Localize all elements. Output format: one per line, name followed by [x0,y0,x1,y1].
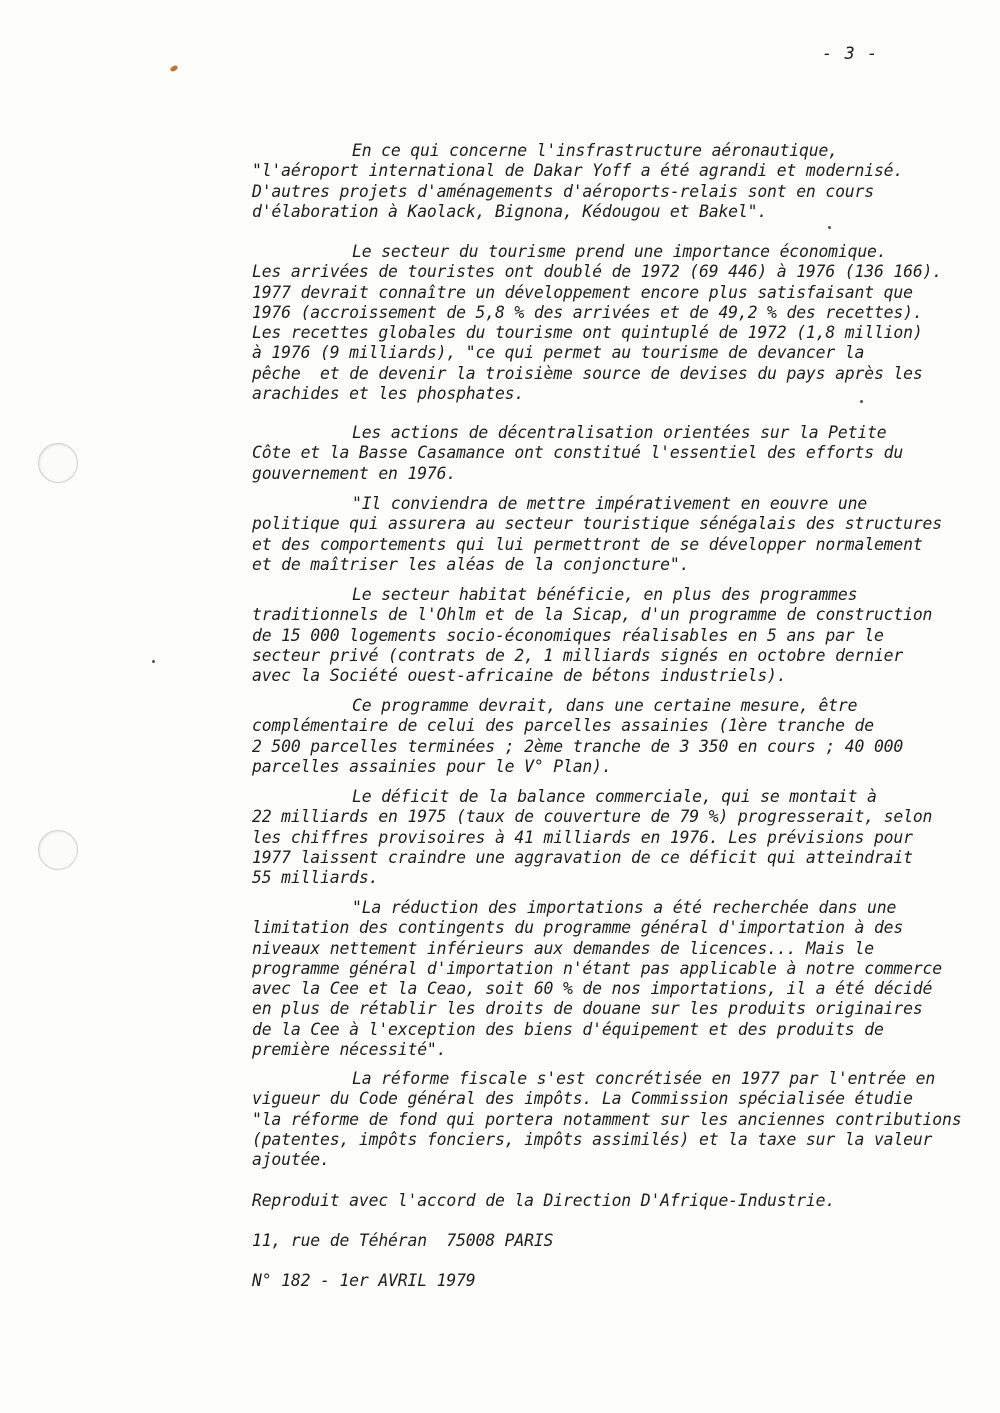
text-line: En ce qui concerne l'insfrastructure aéronautique, [352,141,838,160]
stain-mark [169,64,178,72]
text-line: première nécessité". [252,1040,447,1060]
issue-line: N° 182 - 1er AVRIL 1979 [252,1271,476,1290]
text-line: Ce programme devrait, dans une certaine mesure, être [352,696,858,715]
text-line: 55 milliards. [252,868,379,888]
text-line: d'élaboration à Kaolack, Bignona, Kédougou et Bakel". [252,201,768,221]
paragraph-habitat [252,585,992,686]
text-line: avec la Société ouest-africaine de bétons industriels). [252,666,787,686]
text-line: D'autres projets d'aménagements d'aéroports-relais sont en cours [252,181,874,201]
paragraph-programme [252,696,992,777]
text-line: gouvernement en 1976. [252,463,457,483]
text-line: pêche et de devenir la troisième source de devises du pays après les [252,363,923,383]
text-line: 2 500 parcelles terminées ; 2ème tranche de 3 350 en cours ; 40 000 [252,736,904,756]
text-line: niveaux nettement inférieurs aux demandes de licences... Mais le [252,938,874,958]
paragraph-importations [252,898,992,1060]
text-line: 1976 (accroissement de 5,8 % des arrivées et de 49,2 % des recettes). [252,302,923,322]
text-line: 1977 devrait connaître un développement encore plus satisfaisant que [252,282,913,302]
text-line: de la Cee à l'exception des biens d'équipement et des produits de [252,1019,884,1039]
text-line: secteur privé (contrats de 2, 1 milliards signés en octobre dernier [252,645,904,665]
text-line: à 1976 (9 milliards), "ce qui permet au tourisme de devancer la [252,343,865,363]
address-line: 11, rue de Téhéran 75008 PARIS [252,1231,554,1250]
text-line: 1977 laissent craindre une aggravation de ce déficit qui atteindrait [252,847,913,867]
text-line: La réforme fiscale s'est concrétisée en 1977 par l'entrée en [352,1069,936,1088]
text-line: "la réforme de fond qui portera notamment sur les anciennes contributions [252,1109,962,1129]
text-line: en plus de rétablir les droits de douane sur les produits originaires [252,999,923,1019]
text-line: "l'aéroport international de Dakar Yoff a été agrandi et modernisé. [252,161,904,181]
text-line: 22 milliards en 1975 (taux de couverture de 79 %) progresserait, selon [252,807,933,827]
paragraph-tourism [252,242,992,404]
text-line: les chiffres provisoires à 41 milliards en 1976. Les prévisions pour [252,827,913,847]
text-line: et des comportements qui lui permettront de se développer normalement [252,534,923,554]
text-line: et de maîtriser les aléas de la conjoncture". [252,554,690,574]
text-line: Les recettes globales du tourisme ont quintuplé de 1972 (1,8 million) [252,323,923,343]
paragraph-decentralisation [252,423,992,484]
text-line: Le secteur du tourisme prend une importance économique. [352,242,887,261]
credit-line: Reproduit avec l'accord de la Direction D'Afrique-Industrie. [252,1191,836,1210]
paragraph-reforme [252,1069,992,1170]
text-line: Les arrivées de touristes ont doublé de 1972 (69 446) à 1976 (136 166). [252,262,942,282]
paragraph-conviendra [252,494,992,575]
text-line: arachides et les phosphates. [252,384,525,404]
text-line: "La réduction des importations a été recherchée dans une [352,898,897,917]
punch-hole-bottom [38,830,78,870]
text-line: Les actions de décentralisation orientées sur la Petite [352,423,887,442]
paragraph-infrastructure [252,141,992,222]
text-line: ajoutée. [252,1150,330,1170]
paragraph-deficit [252,787,992,888]
text-line: (patentes, impôts fonciers, impôts assimilés) et la taxe sur la valeur [252,1129,933,1149]
text-line: Le secteur habitat bénéficie, en plus des programmes [352,585,858,604]
speck [828,226,831,229]
text-line: Côte et la Basse Casamance ont constitué l'essentiel des efforts du [252,443,904,463]
footer-credit [252,1191,992,1211]
page-number: - 3 - [822,44,879,64]
footer-issue [252,1271,992,1291]
speck [152,660,155,663]
text-line: limitation des contingents du programme général d'importation à des [252,918,904,938]
text-line: traditionnels de l'Ohlm et de la Sicap, d'un programme de construction [252,605,933,625]
punch-hole-top [38,443,78,483]
footer-address [252,1231,992,1251]
text-line: complémentaire de celui des parcelles assainies (1ère tranche de [252,716,874,736]
text-line: programme général d'importation n'étant pas applicable à notre commerce [252,958,942,978]
text-line: parcelles assainies pour le V° Plan). [252,756,612,776]
text-line: politique qui assurera au secteur touristique sénégalais des structures [252,514,942,534]
text-line: de 15 000 logements socio-économiques réalisables en 5 ans par le [252,625,884,645]
text-line: vigueur du Code général des impôts. La Commission spécialisée étudie [252,1089,913,1109]
text-line: "Il conviendra de mettre impérativement en eouvre une [352,494,868,513]
text-line: avec la Cee et la Ceao, soit 60 % de nos importations, il a été décidé [252,979,933,999]
text-line: Le déficit de la balance commerciale, qui se montait à [352,787,877,806]
